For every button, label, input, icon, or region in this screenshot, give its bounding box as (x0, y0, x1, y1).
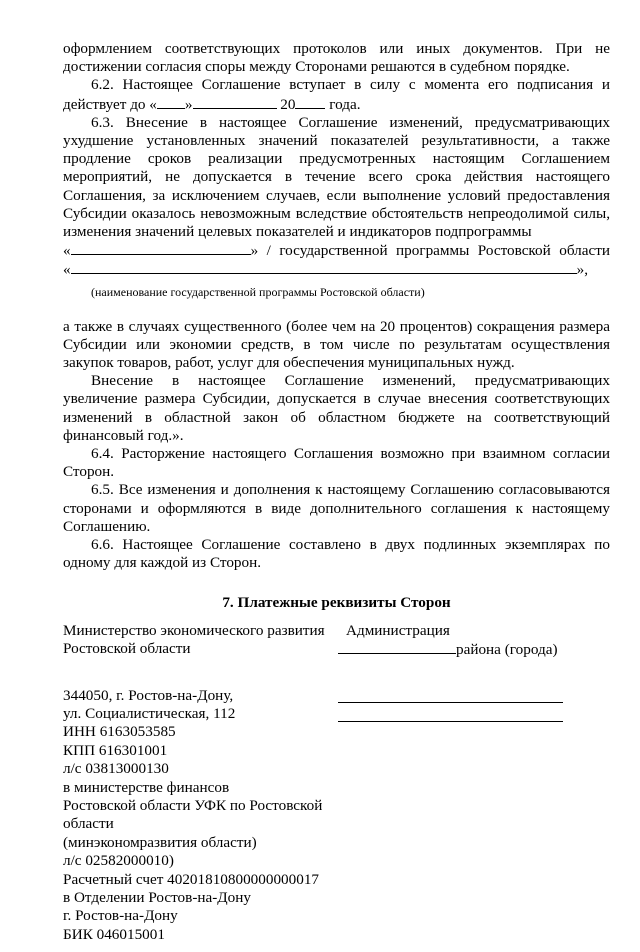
administration-blank-line-1 (338, 684, 563, 703)
subprogram-blank (71, 241, 251, 255)
administration-details (338, 622, 610, 722)
ministry-name-line2: Ростовской области (63, 640, 191, 658)
program-line (63, 260, 610, 279)
ministry-name-line1: Министерство экономического развития (63, 621, 325, 639)
paragraph-6-6: 6.6. Настоящее Соглашение составлено в двух подлинных экземплярах по одному для каждой из Сторон. (63, 536, 610, 572)
paragraph-6-2-text: 6.2. Настоящее Соглашение вступает в силу с момента его подписания и действует до « (63, 76, 610, 113)
quote-close: » (184, 95, 193, 113)
paragraph-6-3-increase: Внесение в настоящее Соглашение изменений, предусматривающих увеличение размера Субсидии, допускается в случае внесения соответствующих изменений в областной закон об областном бюджете на соответствующий финансовый год.». (63, 372, 610, 444)
account-line: л/с 03813000130 (63, 760, 169, 778)
subprogram-close: » / государственной программы Ростовской области (250, 242, 610, 260)
paragraph-6-4: 6.4. Расторжение настоящего Соглашения возможно при взаимном согласии Сторон. (63, 445, 610, 481)
settlement-account-line: Расчетный счет 40201810800000000017 (63, 870, 320, 888)
address-line: 344050, г. Ростов-на-Дону, (63, 686, 234, 704)
ministry-details (63, 622, 343, 945)
inn-line: ИНН 6163053585 (63, 723, 176, 741)
branch-line: в Отделении Ростов-на-Дону (63, 888, 251, 906)
bank-line-5: л/с 02582000010) (63, 852, 174, 870)
paragraph-6-5: 6.5. Все изменения и дополнения к настоящему Соглашению согласовываются сторонами и оформляются в виде дополнительного соглашения к настоящему Соглашению. (63, 481, 610, 535)
program-open: « (63, 261, 71, 279)
bank-line-3: области (63, 815, 114, 833)
paragraph-6-3-continued: а также в случаях существенного (более чем на 20 процентов) сокращения размера Субсидии или экономии средств, в том числе по результатам осуществления закупок товаров, работ, услуг для обеспечения муниципальных нужд. (63, 317, 610, 372)
bank-line-4: (минэкономразвития области) (63, 833, 257, 851)
program-close: », (576, 261, 588, 279)
subprogram-open: « (63, 242, 71, 260)
program-blank (71, 260, 577, 274)
paragraph-6-3: 6.3. Внесение в настоящее Соглашение изменений, предусматривающих ухудшение установленных значений показателей результативности, а также продление сроков реализации предусмотренных настоящим Соглашением мероприятий, не допускается в течение всего срока действия настоящего Соглашения, за исключением случаев, если выполнение условий предоставления Субсидии оказалось невозможным вследствие обстоятельств непреодолимой силы, изменения значений целевых показателей и индикаторов подпрограммы (63, 113, 610, 241)
bik-line: БИК 046015001 (63, 925, 165, 943)
month-blank (193, 95, 277, 109)
payment-details (63, 622, 610, 952)
document-page (63, 40, 610, 952)
district-suffix: района (города) (456, 641, 558, 659)
bank-line-2: Ростовской области УФК по Ростовской (63, 796, 323, 814)
section-7-title: 7. Платежные реквизиты Сторон (222, 594, 451, 612)
bank-line-1: в министерстве финансов (63, 778, 230, 796)
year-blank (295, 95, 325, 109)
administration-title: Администрация (346, 621, 450, 639)
subprogram-line (63, 241, 610, 260)
city-line: г. Ростов-на-Дону (63, 907, 178, 925)
street-line: ул. Социалистическая, 112 (63, 704, 236, 722)
administration-name-line (338, 640, 610, 659)
paragraph-6-2 (63, 76, 610, 113)
year-suffix: года. (325, 95, 361, 113)
day-blank (157, 95, 185, 109)
kpp-line: КПП 616301001 (63, 741, 168, 759)
program-caption: (наименование государственной программы Ростовской области) (91, 284, 425, 299)
paragraph-intro: оформлением соответствующих протоколов или иных документов. При не достижении согласия споры между Сторонами решаются в судебном порядке. (63, 40, 610, 76)
administration-blank-line-2 (338, 703, 563, 722)
district-blank (338, 640, 456, 654)
year-prefix: 20 (276, 95, 296, 113)
